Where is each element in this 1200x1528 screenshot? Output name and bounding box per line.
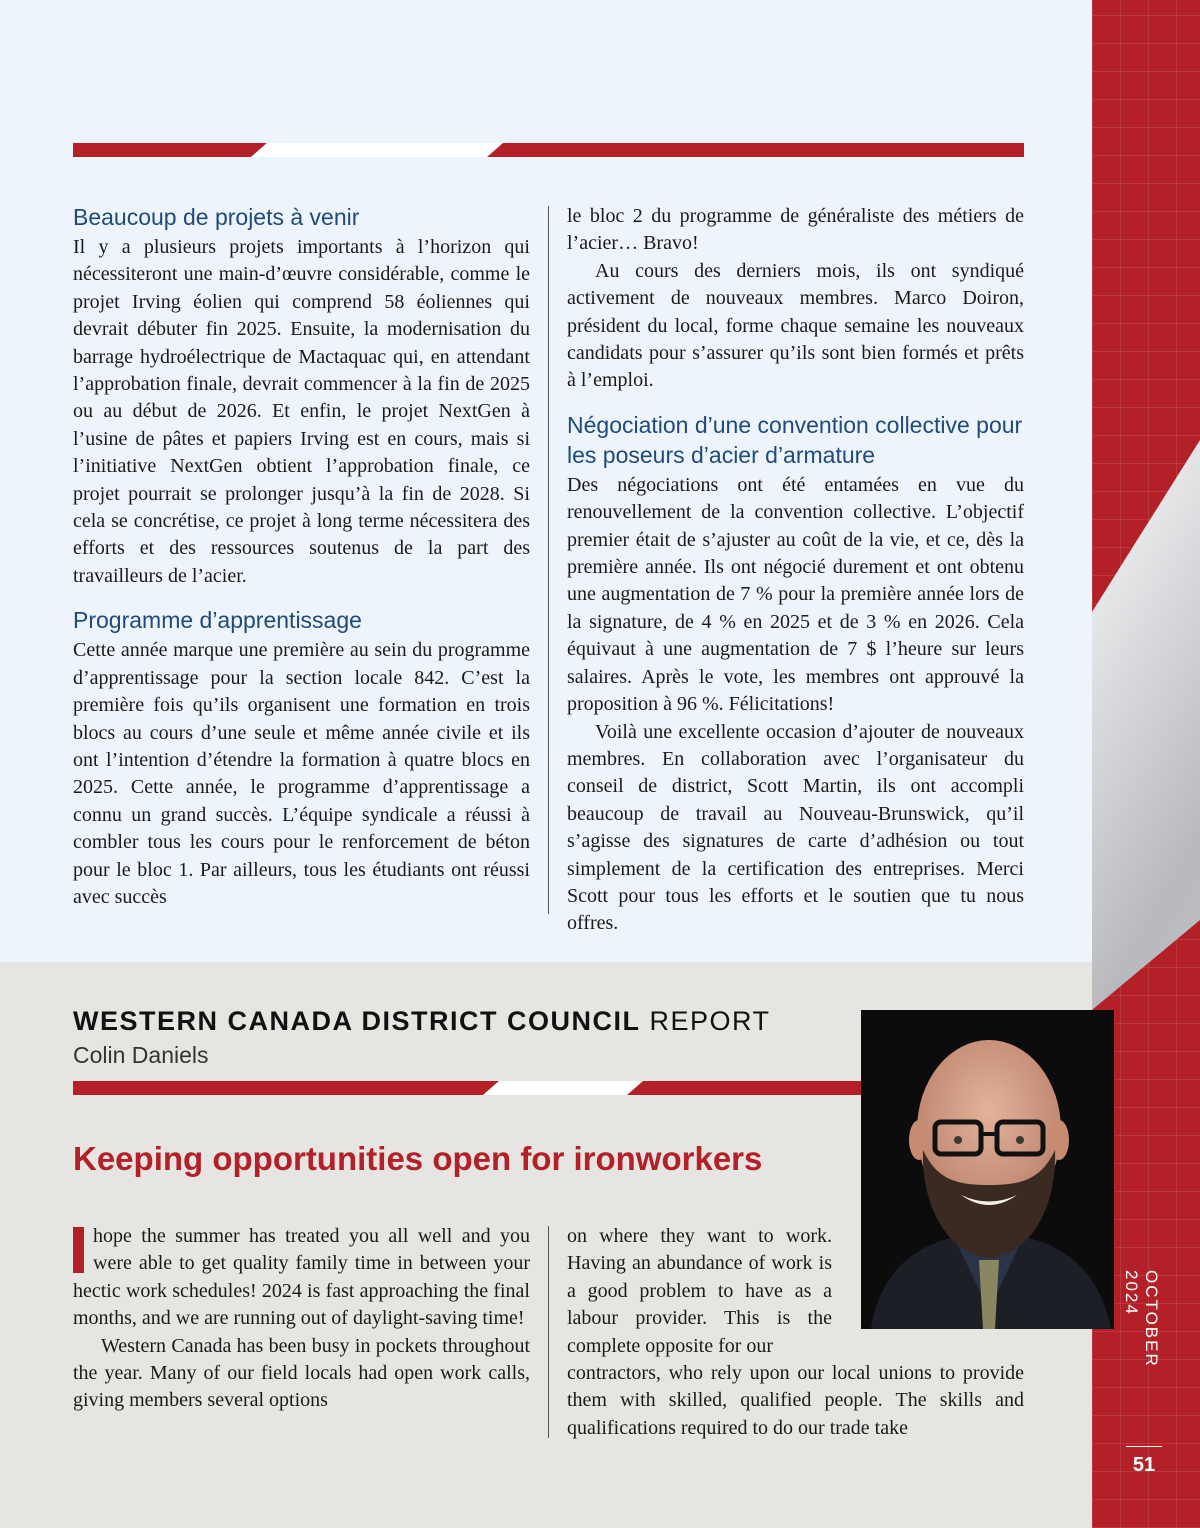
- report-left-column: [73, 1223, 530, 1415]
- report-divider-stripe: [73, 1081, 863, 1095]
- page-number: 51: [1132, 1454, 1156, 1476]
- report-headline: Keeping opportunities open for ironworkers: [73, 1140, 763, 1177]
- column-divider: [548, 1226, 549, 1438]
- column-divider: [548, 206, 549, 914]
- issue-date: OCTOBER 2024: [1122, 1270, 1161, 1368]
- page-number-rule: [1126, 1446, 1162, 1447]
- top-divider-stripe: [73, 143, 1024, 157]
- body-paragraph: Western Canada has been busy in pockets throughout the year. Many of our field locals had open work calls, giving members several options: [73, 1334, 530, 1412]
- body-paragraph-text: hope the summer has treated you all well and you were able to get quality family time in between your hectic work schedules! 2024 is fast approaching the final months, and we are running out of daylight-saving time!: [73, 1225, 530, 1330]
- body-paragraph: on where they want to work. Having an abundance of work is a good problem to have as a labour provider. This is the complete opposite for our: [567, 1225, 832, 1357]
- body-paragraph: le bloc 2 du programme de généraliste des métiers de l’acier… Bravo!: [567, 205, 1024, 255]
- section-heading: Négociation d’une convention collective pour les poseurs d’acier d’armature: [567, 411, 1023, 468]
- portrait-illustration: [861, 1010, 1114, 1329]
- report-author: Colin Daniels: [73, 1042, 209, 1068]
- author-portrait-photo: [861, 1010, 1114, 1329]
- section-heading: Programme d’apprentissage: [73, 607, 362, 634]
- report-title-light: REPORT: [649, 1006, 771, 1036]
- section-heading: Beaucoup de projets à venir: [73, 204, 360, 230]
- body-paragraph: contractors, who rely upon our local unions to provide them with skilled, qualified people. The skills and qualifications required to do our trade take: [567, 1362, 1024, 1439]
- body-paragraph: [73, 1223, 530, 1333]
- article-left-column: [73, 202, 530, 911]
- body-paragraph: Cette année marque une première au sein du programme d’apprentissage pour la section locale 842. C’est la première fois qu’ils organisent une formation en trois blocs au cours d’une seule et même année civile et ils ont l’intention d’étendre la formation à quatre blocs en 2025. Cette année, le programme d’apprentissage a connu un grand succès. L’équipe syndicale a réussi à combler tous les cours pour le renforcement de béton pour le bloc 1. Par ailleurs, tous les étudiants ont réussi avec succès: [73, 639, 530, 908]
- body-paragraph: Il y a plusieurs projets importants à l’horizon qui nécessiteront une main-d’œuvre considérable, comme le projet Irving éolien qui comprend 58 éoliennes qui devrait débuter fin 2025. Ensuite, la modernisation du barrage hydroélectrique de Mactaquac qui, en attendant l’approbation finale, devrait commencer à la fin de 2025 ou au début de 2026. Et enfin, le projet NextGen à l’usine de pâtes et papiers Irving est en cours, mais si l’initiative NextGen obtient l’approbation finale, ce projet pourrait se prolonger jusqu’à la fin de 2028. Si cela se concrétise, ce projet à long terme nécessitera des efforts et des ressources soutenus de la part des travailleurs de l’acier.: [73, 236, 530, 587]
- body-paragraph: Des négociations ont été entamées en vue du renouvellement de la convention collective. L’objectif premier était de s’ajuster au coût de la vie, et ce, dès la première année. Ils ont négocié durement et ont obtenu une augmentation de 7 % pour la première année lors de la signature, de 4 % en 2025 et de 3 % en 2026. Cela équivaut à une augmentation de 7 $ l’heure sur leurs salaires. Après le vote, les membres ont approuvé la proposition à 96 %. Félicitations!: [567, 473, 1024, 716]
- report-right-column-lower: [567, 1360, 1024, 1442]
- report-title: [73, 1006, 771, 1037]
- article-right-column: [567, 203, 1024, 938]
- body-paragraph: Voilà une excellente occasion d’ajouter de nouveaux membres. En collaboration avec l’organisateur du conseil de district, Scott Martin, ils ont accompli beaucoup de travail au Nouveau-Brunswick, qu’il s’agisse des signatures de carte d’adhésion ou tout simplement de la certification des entreprises. Merci Scott pour tous les efforts et le soutien que tu nous offres.: [567, 720, 1024, 935]
- report-title-bold: WESTERN CANADA DISTRICT COUNCIL: [73, 1006, 641, 1036]
- report-right-column-upper: [567, 1223, 832, 1360]
- drop-cap-bar: [73, 1227, 84, 1273]
- body-paragraph: Au cours des derniers mois, ils ont syndiqué activement de nouveaux membres. Marco Doiron, président du local, forme chaque semaine les nouveaux candidats pour s’assurer qu’ils sont bien formés et prêts à l’emploi.: [567, 259, 1024, 392]
